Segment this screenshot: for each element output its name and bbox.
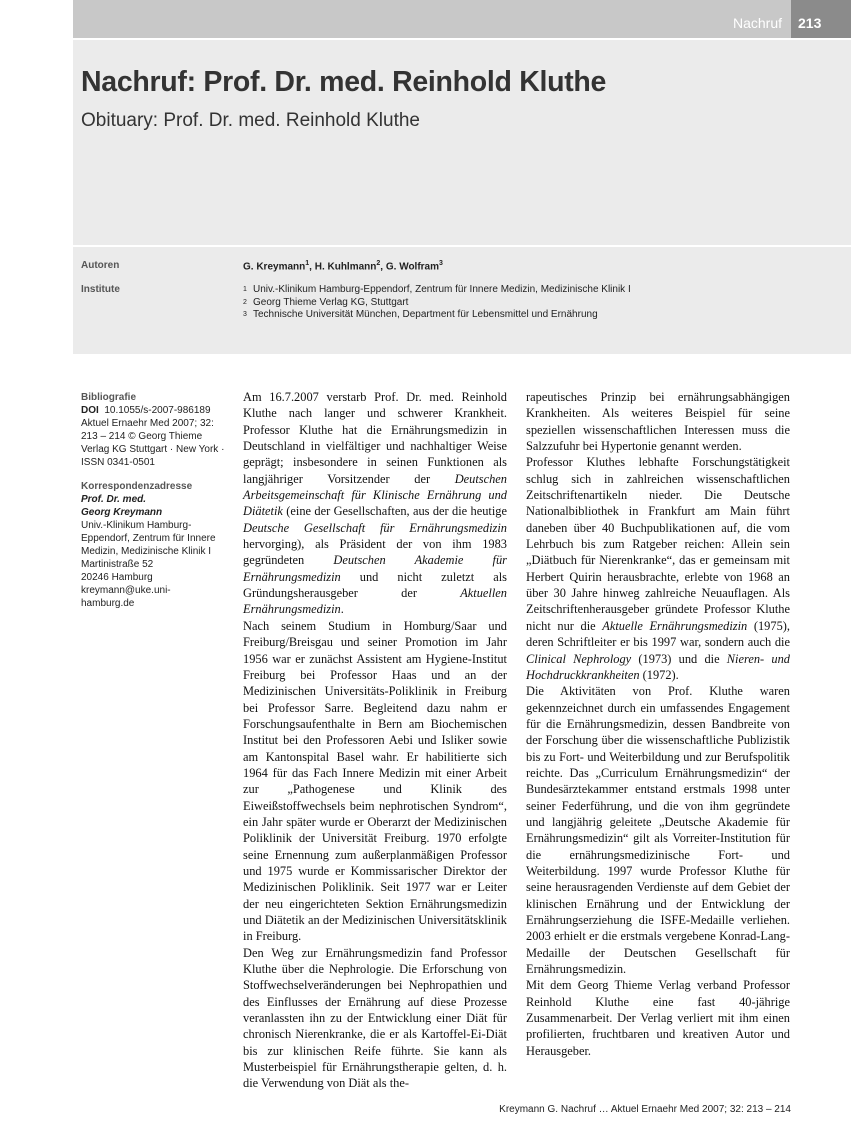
author-affiliation: 3 — [439, 260, 443, 267]
text-run: rapeutisches Prinzip bei ernährungsabhängigen Krankheiten. Als weiteres Beispiel für seine speziellen wissenschaftlichen Interessen muss die Salzzufuhr bei Hypertonie genannt werden. — [526, 390, 790, 454]
doi-value: 10.1055/s-2007-986189 — [104, 405, 211, 417]
address-line: kreymann@uke.uni- — [81, 585, 171, 597]
biblio-line: Aktuel Ernaehr Med 2007; 32: — [81, 418, 214, 430]
italic-text: Deutschen Akademie für Ernährungsmedizin — [243, 553, 508, 584]
italic-text: Nieren- und Hochdruckkrankheiten — [526, 651, 790, 682]
text-run: Mit dem Georg Thieme Verlag verband Professor Reinhold Kluthe eine fast 40-jährige Zusammenarbeit. Der Verlag verliert mit ihm einen profilierten, fruchtbaren und kreativen Autor und Herausgeber. — [526, 978, 790, 1058]
doi-line — [81, 404, 231, 417]
doi-label: DOI — [81, 405, 99, 417]
author-name: H. Kuhlmann — [314, 261, 377, 273]
text-run: hervorging), als Präsident der von ihm 1983 gegründeten — [243, 537, 507, 568]
italic-text: Aktuellen Ernährungsmedizin — [243, 586, 507, 617]
institute-text: Technische Universität München, Department für Lebensmittel und Ernährung — [253, 309, 598, 320]
body-paragraph — [526, 977, 790, 1059]
institute-number: 2 — [243, 298, 247, 306]
institute-text: Georg Thieme Verlag KG, Stuttgart — [253, 296, 409, 308]
address-line: Univ.-Klinikum Hamburg- — [81, 519, 192, 531]
text-run: (1973) und die — [631, 651, 727, 666]
text-run: (1972). — [639, 667, 679, 682]
author-list — [243, 260, 443, 272]
body-paragraph — [243, 389, 507, 618]
page-number: 213 — [798, 15, 822, 31]
address-line: Eppendorf, Zentrum für Innere — [81, 532, 216, 544]
body-paragraph — [243, 945, 507, 1092]
address-line: Martinistraße 52 — [81, 559, 154, 571]
institute-list — [243, 284, 631, 322]
body-paragraph — [526, 683, 790, 977]
bibliografie-label: Bibliografie — [81, 392, 137, 403]
institute-row — [243, 297, 631, 310]
body-paragraph — [526, 389, 790, 454]
address-line: 20246 Hamburg — [81, 572, 153, 584]
contact-name-line: Prof. Dr. med. — [81, 493, 147, 505]
body-paragraph — [243, 618, 507, 945]
correspondence-label: Korrespondenzadresse — [81, 480, 193, 492]
text-run: . — [340, 602, 344, 617]
article-title: Nachruf: Prof. Dr. med. Reinhold Kluthe — [81, 66, 607, 98]
contact-name — [81, 493, 231, 519]
institute-text: Univ.-Klinikum Hamburg-Eppendorf, Zentrum für Innere Medizin, Medizinische Klinik I — [253, 284, 631, 295]
author-affiliation: 1 — [305, 260, 310, 267]
author-name: G. Kreymann — [243, 261, 306, 273]
address-line: Medizin, Medizinische Klinik I — [81, 546, 212, 558]
biblio-line: Verlag KG Stuttgart · New York · — [81, 444, 225, 456]
italic-text: Clinical Nephrology — [526, 651, 632, 666]
text-run: Nach seinem Studium in Homburg/Saar und Freiburg/Breisgau und seiner Promotion im Jahr 1956 war er zunächst Assistent am Hygiene-Institut Freiburg bei Professor Haas und an der Medizinischen Universitäts-Poliklinik in Freiburg bei Professor Sarre. Begleitend dazu nahm er Forschungsaufenthalte in Bern am Biochemischen Institut bei den Professoren Aebi und Isliker sowie am Kantonspital Basel wahr. Er habilitierte sich 1964 für das Fach Innere Medizin mit einer Arbeit zur „Pathogenese und Klinik des Eiweißstoffwechsels beim nephrotischen Syndrom“, ein Jahr später wurde er Oberarzt der Medizinischen Poliklinik der Universität Freiburg. 1970 erfolgte seine Ernennung zum außerplanmäßigen Professor und 1975 wurde er Kommissarischer Direktor der Medizinischen Poliklinik. Seit 1977 war er Leiter der neu eingerichteten Sektion Ernährungsmedizin und Diätetik an der Medizinischen Universitätsklinik in Freiburg. — [243, 618, 507, 944]
article-sidebar — [81, 391, 231, 611]
contact-name-line: Georg Kreymann — [81, 506, 163, 518]
body-column-right — [526, 389, 790, 1059]
biblio-lines — [81, 417, 231, 469]
text-run: Den Weg zur Ernährungsmedizin fand Professor Kluthe über die Nephrologie. Die Erforschung von Stoffwechselveränderungen bei Nephropathien und des Einflusses der Ernährung auf diese Prozesse veranlassten ihn zu der Entwicklung einer Diät für chronisch Nierenkranke, die er als Kartoffel-Ei-Diät bis zur klinischen Reife führte. Sie kann als Musterbeispiel für Ernährungstherapie gelten, d. h. die Verwendung von Diät als the- — [243, 945, 507, 1091]
text-run: (1975), deren Schriftleiter er bis 1997 war, sondern auch die — [526, 618, 790, 650]
text-run: und nicht zuletzt als Gründungsherausgeber der — [243, 569, 507, 601]
institute-row — [243, 284, 631, 297]
text-run: Die Aktivitäten von Prof. Kluthe waren gekennzeichnet durch ein umfassendes Engagement für die Ernährungsmedizin, dessen Bandbreite von der Forschung über die wissenschaftliche Publizistik bis zu Fort- und Weiterbildung und zur Berufspolitik reichte. Das „Curriculum Ernährungsmedizin“ der Bundesärztekammer entstand erstmals 1998 unter seiner Federführung, und die von ihm gegründete und langjährig geleitete „Deutsche Akademie für Ernährungsmedizin“ gilt als Vorreiter-Institution für die ernährungsmedizinische Fort- und Weiterbildung. 1997 wurde Professor Kluthe für seine herausragenden Verdienste auf dem Gebiet der klinischen Ernährung und der Entwicklung der Ernährungserziehung die ISFE-Medaille verliehen. 2003 erhielt er die erstmals vergebene Konrad-Lang-Medaille der Deutschen Gesellschaft für Ernährungsmedizin. — [526, 684, 790, 977]
text-run: Professor Kluthes lebhafte Forschungstätigkeit schlug sich in zahlreichen wissenschaftlichen Zeitschriftenartikeln nieder. Die Deutsche Nationalbibliothek in Frankfurt am Main führt daneben über 40 Buchpublikationen auf, die vom Lehrbuch bis zum Ratgeber reichen: Allein sein „Diätbuch für Nierenkranke“, das er gemeinsam mit Herbert Quirin herausbrachte, erlebte von 1968 an über 30 Jahre hinweg zahlreiche Neuauflagen. Als Zeitschriftenherausgeber gründete Professor Kluthe nicht nur die — [526, 455, 790, 633]
address-line: hamburg.de — [81, 598, 135, 610]
author-separator: , — [309, 261, 315, 273]
body-column-left — [243, 389, 507, 1092]
institute-number: 1 — [243, 286, 247, 293]
contact-address — [81, 519, 231, 611]
text-run: (eine der Gesellschaften, aus der die heutige — [282, 504, 507, 519]
section-label: Nachruf — [732, 15, 782, 31]
italic-text: Deutsche Gesellschaft für Ernährungsmedizin — [243, 520, 507, 535]
institutes-label: Institute — [81, 284, 120, 295]
biblio-line: 213 – 214 © Georg Thieme — [81, 431, 203, 443]
biblio-line: ISSN 0341-0501 — [81, 457, 155, 469]
article-subtitle: Obituary: Prof. Dr. med. Reinhold Kluthe — [81, 110, 420, 131]
page-footer: Kreymann G. Nachruf … Aktuel Ernaehr Med 2007; 32: 213 – 214 — [499, 1104, 791, 1115]
italic-text: Aktuelle Ernährungsmedizin — [602, 618, 748, 633]
author-affiliation: 2 — [376, 260, 381, 267]
text-run: Am 16.7.2007 verstarb Prof. Dr. med. Reinhold Kluthe nach langer und schwerer Krankheit. Professor Kluthe hat die Ernährungsmedizin in Deutschland in vielfältiger und nachhaltiger Weise geprägt; insbesondere in seinen Funktionen als langjähriger Vorsitzender der — [243, 390, 507, 486]
author-name: G. Wolfram — [385, 261, 440, 273]
italic-text: Deutschen Arbeitsgemeinschaft für Klinische Ernährung und Diätetik — [243, 471, 507, 519]
author-separator: , — [380, 261, 386, 273]
body-paragraph — [526, 454, 790, 683]
authors-label: Autoren — [81, 260, 120, 271]
institute-number: 3 — [243, 311, 247, 318]
institute-row — [243, 309, 631, 322]
